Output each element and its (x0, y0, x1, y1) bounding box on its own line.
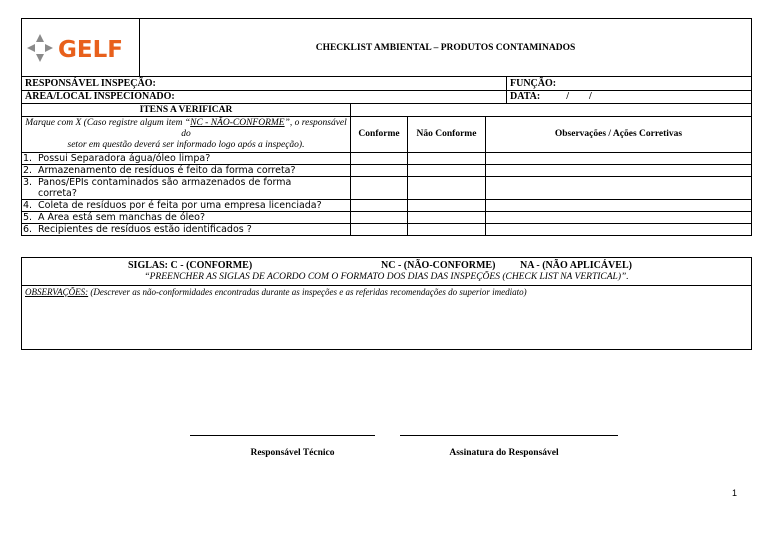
table-row (22, 223, 752, 235)
observacoes-label: OBSERVAÇÕES: (25, 287, 89, 297)
col-observacoes: Observações / Ações Corretivas (486, 116, 752, 152)
siglas-section (22, 258, 751, 286)
conforme-cell[interactable] (351, 152, 408, 164)
info-table (21, 77, 752, 104)
logo-emblem-icon (26, 31, 134, 65)
date-separator: / (566, 91, 569, 102)
observacoes-cell[interactable] (486, 176, 752, 199)
nao-conforme-cell[interactable] (408, 176, 486, 199)
item-text: 5. A Área está sem manchas de óleo? (22, 211, 351, 223)
legend-box (21, 257, 752, 350)
item-text: 2. Armazenamento de resíduos é feito da forma correta? (22, 164, 351, 176)
table-row (22, 211, 752, 223)
table-row (22, 176, 752, 199)
funcao-label: FUNÇÃO: (507, 77, 752, 90)
header-table (21, 18, 752, 77)
observacoes-cell[interactable] (486, 164, 752, 176)
nao-conforme-cell[interactable] (408, 211, 486, 223)
sigla-nao-aplicavel: NA - (NÃO APLICÁVEL) (520, 260, 632, 271)
nao-conforme-cell[interactable] (408, 152, 486, 164)
conforme-cell[interactable] (351, 176, 408, 199)
signature-line-tecnico (190, 435, 375, 436)
responsavel-tecnico-label: Responsável Técnico (250, 448, 335, 458)
col-nao-conforme: Não Conforme (408, 116, 486, 152)
observacoes-cell[interactable] (486, 211, 752, 223)
blank-header-cell (351, 104, 752, 117)
instruction-text: Marque com X (Caso registre algum item “NC - NÃO-CONFORME”, o responsável do setor em questão deverá ser informado logo após a inspeção). (22, 116, 351, 152)
observacoes-cell[interactable] (486, 223, 752, 235)
nc-highlight: NC - NÃO-CONFORME (190, 117, 285, 128)
observacoes-instruction: (Descrever as não-conformidades encontradas durante as inspeções e as referidas recomendações do superior imediato) (88, 287, 527, 297)
nao-conforme-cell[interactable] (408, 164, 486, 176)
conforme-cell[interactable] (351, 164, 408, 176)
area-label: ÁREA/LOCAL INSPECIONADO: (22, 90, 507, 103)
observacoes-field[interactable] (22, 286, 751, 299)
item-text: 6. Recipientes de resíduos estão identificados ? (22, 223, 351, 235)
data-field (507, 90, 752, 103)
nao-conforme-cell[interactable] (408, 223, 486, 235)
table-row (22, 164, 752, 176)
logo-text: GELF (58, 36, 123, 63)
items-title: ITENS A VERIFICAR (22, 104, 351, 117)
observacoes-cell[interactable] (486, 199, 752, 211)
signature-line-assinatura (400, 435, 618, 436)
company-logo (26, 19, 135, 76)
page-number: 1 (732, 488, 738, 498)
assinatura-responsavel-label: Assinatura do Responsável (449, 448, 559, 458)
logo-cell (22, 19, 140, 77)
item-text: 1. Possui Separadora água/óleo limpa? (22, 152, 351, 164)
items-table (21, 104, 752, 236)
document-title: CHECKLIST AMBIENTAL – PRODUTOS CONTAMINADOS (140, 19, 752, 77)
observacoes-cell[interactable] (486, 152, 752, 164)
conforme-cell[interactable] (351, 211, 408, 223)
responsavel-label: RESPONSÁVEL INSPEÇÃO: (22, 77, 507, 90)
item-text: 4. Coleta de resíduos por é feita por uma empresa licenciada? (22, 199, 351, 211)
sigla-nao-conforme: NC - (NÃO-CONFORME) (381, 260, 496, 271)
sigla-conforme: SIGLAS: C - (CONFORME) (128, 260, 253, 271)
conforme-cell[interactable] (351, 223, 408, 235)
date-separator: / (588, 91, 592, 102)
table-row (22, 199, 752, 211)
col-conforme: Conforme (351, 116, 408, 152)
item-text: 3. Panos/EPIs contaminados são armazenados de forma correta? (22, 176, 351, 199)
checklist-document (21, 18, 752, 236)
table-row (22, 152, 752, 164)
data-label: DATA: (510, 91, 541, 102)
conforme-cell[interactable] (351, 199, 408, 211)
preencher-note: “PREENCHER AS SIGLAS DE ACORDO COM O FORMATO DOS DIAS DAS INSPEÇÕES (CHECK LIST NA VERTICAL)”. (144, 272, 629, 282)
nao-conforme-cell[interactable] (408, 199, 486, 211)
